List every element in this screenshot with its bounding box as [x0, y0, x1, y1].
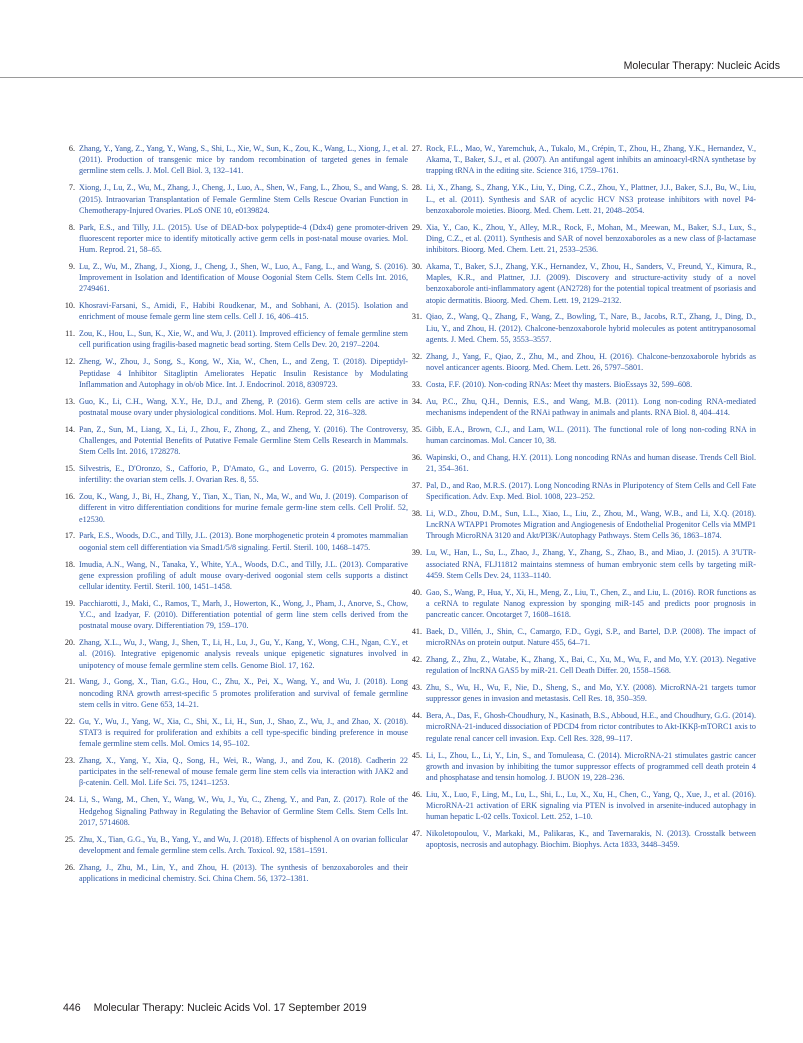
reference-text[interactable]: Zhu, X., Tian, G.G., Yu, B., Yang, Y., and Wu, J. (2018). Effects of bisphenol A on ovarian follicular development and female germline stem cells. Arch. Toxicol. 92, 1581–1591. [79, 834, 408, 855]
reference-text[interactable]: Liu, X., Luo, F., Ling, M., Lu, L., Shi, L., Lu, X., Xu, H., Chen, C., Yang, Q., Xue, J., et al. (2016). MicroRNA-21 activation of ERK signaling via PTEN is involved in arsenite-induced autophagy in human hepatic L-02 cells. Toxicol. Lett. 252, 1–10. [426, 789, 756, 822]
reference-text[interactable]: Zou, K., Wang, J., Bi, H., Zhang, Y., Tian, X., Tian, N., Ma, W., and Wu, J. (2019). Comparison of different in vitro differentiation conditions for murine female germ-line stem cells. Cell Prolif. 52, e12530. [79, 492, 408, 524]
reference-text[interactable]: Li, X., Zhang, S., Zhang, Y.K., Liu, Y., Ding, C.Z., Zhou, Y., Plattner, J.J., Baker, S.J., Bu, W., Liu, L., et al. (2011). Synthesis and SAR of acyclic HCV NS3 protease inhibitors with novel P4-benzoxaborole moieties. Bioorg. Med. Chem. Lett. 21, 2048–2054. [426, 183, 756, 215]
reference-number: 23. [64, 756, 75, 766]
reference-item[interactable] [63, 396, 408, 418]
reference-item[interactable] [63, 182, 408, 216]
reference-text[interactable]: Nikoletopoulou, V., Markaki, M., Palikaras, K., and Tavernarakis, N. (2013). Crosstalk between apoptosis, necrosis and autophagy. Biochim. Biophys. Acta 1833, 3448–3459. [426, 829, 756, 850]
reference-text[interactable]: Zhu, S., Wu, H., Wu, F., Nie, D., Sheng, S., and Mo, Y.Y. (2008). MicroRNA-21 targets tumor suppressor genes in invasion and metastasis. Cell Res. 18, 350–359. [426, 683, 756, 704]
reference-text[interactable]: Gu, Y., Wu, J., Yang, W., Xia, C., Shi, X., Li, H., Sun, J., Shao, Z., Wu, J., and Zhao, X. (2018). STAT3 is required for proliferation and exhibits a cell type-specific binding preference in mouse female germline stem cells. Mol. Omics 14, 95–102. [79, 716, 408, 749]
reference-item[interactable] [63, 755, 408, 789]
reference-text[interactable]: Guo, K., Li, C.H., Wang, X.Y., He, D.J., and Zheng, P. (2016). Germ stem cells are active in postnatal mouse ovary under physiological conditions. Mol. Hum. Reprod. 22, 316–328. [79, 396, 408, 417]
references-right-column [410, 143, 756, 856]
reference-item[interactable] [63, 716, 408, 750]
reference-item[interactable] [410, 261, 756, 306]
reference-text[interactable]: Pacchiarotti, J., Maki, C., Ramos, T., Marh, J., Howerton, K., Wong, J., Pham, J., Anorve, S., Chow, Y.C., and Izadyar, F. (2010). Differentiation potential of germ line stem cells derived from the postnatal mouse ovary. Differentiation 79, 159–170. [79, 598, 408, 631]
reference-text[interactable]: Zheng, W., Zhou, J., Song, S., Kong, W., Xia, W., Chen, L., and Zeng, T. (2018). Dipeptidyl-Peptidase 4 Inhibitor Sitagliptin Ameliorates Hepatic Insulin Resistance by Modulating Inflammation and Autophagy in ob/ob Mice. Int. J. Endocrinol. 2018, 8309723. [79, 357, 408, 389]
reference-number: 26. [64, 862, 75, 872]
reference-number: 21. [64, 677, 75, 687]
reference-number: 47. [411, 829, 422, 839]
reference-number: 33. [411, 379, 422, 389]
reference-item[interactable] [410, 789, 756, 823]
reference-text[interactable]: Zhang, Y., Yang, Z., Yang, Y., Wang, S., Shi, L., Xie, W., Sun, K., Zou, K., Wang, L., Xiong, J., et al. (2011). Production of transgenic mice by random recombination of targeted genes in female germline stem cells. J. Mol. Cell Biol. 3, 132–141. [79, 144, 408, 176]
reference-text[interactable]: Gibb, E.A., Brown, C.J., and Lam, W.L. (2011). The functional role of long non-coding RNA in human carcinomas. Mol. Cancer 10, 38. [426, 424, 756, 445]
reference-text[interactable]: Xia, Y., Cao, K., Zhou, Y., Alley, M.R., Rock, F., Mohan, M., Meewan, M., Baker, S.J., Lux, S., Ding, C.Z., et al. (2011). Synthesis and SAR of novel benzoxaboroles as a new class of β-lactamase inhibitors. Bioorg. Med. Chem. Lett. 21, 2533–2536. [426, 222, 756, 254]
reference-number: 9. [68, 261, 75, 271]
page-number: 446 [63, 1002, 81, 1014]
reference-text[interactable]: Imudia, A.N., Wang, N., Tanaka, Y., White, Y.A., Woods, D.C., and Tilly, J.L. (2013). Comparative gene expression profiling of adult mouse ovary-derived oogonial stem cells supports a distinct cellular identity. Fertil. Steril. 100, 1451–1458. [79, 559, 408, 591]
reference-item[interactable] [410, 222, 756, 256]
reference-item[interactable] [410, 828, 756, 850]
reference-item[interactable] [63, 559, 408, 593]
reference-number: 29. [411, 222, 422, 232]
reference-text[interactable]: Li, W.D., Zhou, D.M., Sun, L.L., Xiao, L., Liu, Z., Zhou, M., Wang, W.B., and Li, X.Q. (2018). LncRNA WTAPP1 Promotes Migration and Angiogenesis of Endothelial Progenitor Cells via MMP1 Through MicroRNA 3120 and Akt/PI3K/Autophagy Pathways. Stem Cells 36, 1863–1874. [426, 509, 756, 541]
reference-text[interactable]: Au, P.C., Zhu, Q.H., Dennis, E.S., and Wang, M.B. (2011). Long non-coding RNA-mediated mechanisms independent of the RNAi pathway in animals and plants. RNA Biol. 8, 404–414. [426, 396, 756, 417]
reference-number: 44. [411, 711, 422, 721]
header-rule [0, 77, 803, 78]
reference-number: 32. [411, 351, 422, 361]
reference-item[interactable] [410, 587, 756, 621]
reference-text[interactable]: Park, E.S., and Tilly, J.L. (2015). Use of DEAD-box polypeptide-4 (Ddx4) gene promoter-driven fluorescent reporter mice to identify mitotically active germ cells in post-natal mouse ovaries. Mol. Hum. Reprod. 21, 58–65. [79, 222, 408, 254]
reference-item[interactable] [63, 261, 408, 295]
reference-number: 27. [411, 144, 422, 153]
journal-header: Molecular Therapy: Nucleic Acids [623, 60, 780, 72]
reference-item[interactable] [63, 676, 408, 710]
reference-item[interactable] [410, 396, 756, 418]
reference-item[interactable] [410, 682, 756, 704]
reference-text[interactable]: Wang, J., Gong, X., Tian, G.G., Hou, C., Zhu, X., Pei, X., Wang, Y., and Wu, J. (2018). Long noncoding RNA growth arrest-specific 5 promotes proliferation and survival of female germline stem cells in vitro. Gene 653, 14–21. [79, 677, 408, 709]
reference-text[interactable]: Qiao, Z., Wang, Q., Zhang, F., Wang, Z., Bowling, T., Nare, B., Jacobs, R.T., Zhang, J., Ding, D., Liu, Y., and Zhou, H. (2012). Chalcone-benzoxaborole hybrid molecules as potent antitrypanosomal agents. J. Med. Chem. 55, 3553–3557. [426, 312, 756, 344]
reference-item[interactable] [410, 750, 756, 784]
page-footer [63, 1002, 367, 1014]
reference-text[interactable]: Zhang, J., Zhu, M., Lin, Y., and Zhou, H. (2013). The synthesis of benzoxaboroles and their applications in medicinal chemistry. Sci. China Chem. 56, 1372–1381. [79, 862, 408, 883]
references-left-column [63, 143, 408, 890]
reference-number: 13. [64, 396, 75, 406]
reference-text[interactable]: Zhang, Z., Zhu, Z., Watabe, K., Zhang, X., Bai, C., Xu, M., Wu, F., and Mo, Y.Y. (2013). Negative regulation of lncRNA GAS5 by miR-21. Cell Death Differ. 20, 1558–1568. [426, 655, 756, 676]
reference-number: 46. [411, 789, 422, 799]
reference-item[interactable] [410, 182, 756, 216]
reference-item[interactable] [63, 300, 408, 322]
reference-number: 30. [411, 261, 422, 271]
reference-item[interactable] [63, 463, 408, 485]
reference-number: 22. [64, 716, 75, 726]
reference-item[interactable] [410, 379, 756, 390]
reference-number: 19. [64, 598, 75, 608]
reference-number: 14. [64, 424, 75, 434]
reference-item[interactable] [410, 480, 756, 502]
reference-number: 7. [68, 183, 75, 193]
reference-number: 31. [411, 312, 422, 322]
reference-text[interactable]: Wapinski, O., and Chang, H.Y. (2011). Long noncoding RNAs and human disease. Trends Cell Biol. 21, 354–361. [426, 452, 756, 474]
reference-text[interactable]: Costa, F.F. (2010). Non-coding RNAs: Meet thy masters. BioEssays 32, 599–608. [426, 379, 693, 389]
reference-item[interactable] [410, 654, 756, 676]
reference-number: 45. [411, 750, 422, 760]
reference-item[interactable] [410, 424, 756, 446]
reference-item[interactable] [410, 626, 756, 648]
reference-number: 25. [64, 834, 75, 844]
reference-item[interactable] [410, 351, 756, 373]
reference-number: 20. [64, 638, 75, 648]
reference-text[interactable]: Li, L., Zhou, L., Li, Y., Lin, S., and Tomuleasa, C. (2014). MicroRNA-21 stimulates gastric cancer growth and invasion by inhibiting the tumor suppressor effects of programmed cell death protein 4 and phosphatase and tensin homolog. J. BUON 19, 228–236. [426, 750, 756, 782]
reference-number: 39. [411, 548, 422, 558]
reference-item[interactable] [63, 424, 408, 458]
reference-item[interactable] [410, 710, 756, 744]
reference-number: 36. [411, 452, 422, 462]
reference-text[interactable]: Bera, A., Das, F., Ghosh-Choudhury, N., Kasinath, B.S., Abboud, H.E., and Choudhury, G.G. (2014). microRNA-21-induced dissociation of PDCD4 from rictor contributes to Akt-IKKβ-mTORC1 axis to regulate renal cancer cell invasion. Exp. Cell Res. 328, 99–117. [426, 711, 756, 743]
reference-number: 6. [68, 144, 75, 153]
reference-number: 10. [64, 301, 75, 311]
reference-number: 8. [68, 222, 75, 232]
reference-item[interactable] [63, 143, 408, 177]
reference-number: 37. [411, 480, 422, 490]
reference-number: 35. [411, 424, 422, 434]
reference-item[interactable] [410, 311, 756, 345]
reference-text[interactable]: Pal, D., and Rao, M.R.S. (2017). Long Noncoding RNAs in Pluripotency of Stem Cells and Cell Fate Specification. Adv. Exp. Med. Biol. 1008, 223–252. [426, 480, 756, 502]
reference-text[interactable]: Park, E.S., Woods, D.C., and Tilly, J.L. (2013). Bone morphogenetic protein 4 promotes mammalian oogonial stem cell differentiation via Smad1/5/8 signaling. Fertil. Steril. 100, 1468–1475. [79, 531, 408, 552]
reference-number: 24. [64, 795, 75, 805]
reference-text[interactable]: Lu, W., Han, L., Su, L., Zhao, J., Zhang, Y., Zhang, S., Zhao, B., and Miao, J. (2015). A 3'UTR-associated RNA, FLJ11812 maintains stemness of human embryonic stem cells by targeting miR-4459. Stem Cells Dev. 24, 1133–1140. [426, 548, 756, 580]
reference-text[interactable]: Pan, Z., Sun, M., Liang, X., Li, J., Zhou, F., Zhong, Z., and Zheng, Y. (2016). The Controversy, Challenges, and Potential Benefits of Putative Female Germline Stem Cells Research in Mammals. Stem Cells Int. 2016, 1728278. [79, 424, 408, 457]
reference-item[interactable] [410, 143, 756, 177]
reference-number: 38. [411, 509, 422, 519]
reference-item[interactable] [63, 834, 408, 856]
reference-text[interactable]: Rock, F.L., Mao, W., Yaremchuk, A., Tukalo, M., Crépin, T., Zhou, H., Zhang, Y.K., Hernandez, V., Akama, T., Baker, S.J., et al. (2007). An antifungal agent inhibits an aminoacyl-tRNA synthetase by trapping tRNA in the editing site. Science 316, 1759–1761. [426, 144, 756, 176]
reference-text[interactable]: Zhang, X.L., Wu, J., Wang, J., Shen, T., Li, H., Lu, J., Gu, Y., Kang, Y., Wong, C.H., Ngan, C.Y., et al. (2016). Integrative epigenomic analysis reveals unique epigenetic signatures involved in unipotency of mouse female germline stem cells. Genome Biol. 17, 162. [79, 638, 408, 670]
reference-item[interactable] [63, 222, 408, 256]
reference-text[interactable]: Silvestris, E., D'Oronzo, S., Cafforio, P., D'Amato, G., and Loverro, G. (2015). Perspective in infertility: the ovarian stem cells. J. Ovarian Res. 8, 55. [79, 464, 408, 485]
footer-citation: Molecular Therapy: Nucleic Acids Vol. 17 September 2019 [93, 1002, 367, 1014]
reference-number: 34. [411, 396, 422, 406]
reference-number: 15. [64, 464, 75, 474]
reference-number: 40. [411, 587, 422, 597]
reference-item[interactable] [410, 547, 756, 581]
reference-item[interactable] [63, 530, 408, 552]
reference-item[interactable] [63, 862, 408, 884]
reference-text[interactable]: Zhang, X., Yang, Y., Xia, Q., Song, H., Wei, R., Wang, J., and Zou, K. (2018). Cadherin 22 participates in the self-renewal of mouse female germ line stem cells via interaction with JAK2 and β-catenin. Cell. Mol. Life Sci. 75, 1241–1253. [79, 756, 408, 788]
reference-text[interactable]: Xiong, J., Lu, Z., Wu, M., Zhang, J., Cheng, J., Luo, A., Shen, W., Fang, L., Zhou, S., and Wang, S. (2015). Intraovarian Transplantation of Female Germline Stem Cells Rescue Ovarian Function in Chemotherapy-Injured Ovaries. PLoS ONE 10, e0139824. [79, 183, 408, 215]
reference-number: 16. [64, 492, 75, 502]
reference-text[interactable]: Gao, S., Wang, P., Hua, Y., Xi, H., Meng, Z., Liu, T., Chen, Z., and Liu, L. (2016). ROR functions as a ceRNA to regulate Nanog expression by sponging miR-145 and predicts poor prognosis in pancreatic cancer. Oncotarget 7, 1608–1618. [426, 587, 756, 620]
reference-text[interactable]: Akama, T., Baker, S.J., Zhang, Y.K., Hernandez, V., Zhou, H., Sanders, V., Freund, Y., Kimura, R., Maples, K.R., and Plattner, J.J. (2009). Discovery and structure-activity study of a novel benzoxaborole anti-inflammatory agent (AN2728) for the potential topical treatment of psoriasis and atopic dermatitis. Bioorg. Med. Chem. Lett. 19, 2129–2132. [426, 261, 756, 305]
reference-text[interactable]: Khosravi-Farsani, S., Amidi, F., Habibi Roudkenar, M., and Sobhani, A. (2015). Isolation and enrichment of mouse female germ line stem cells. Cell J. 16, 406–415. [79, 301, 408, 322]
reference-number: 11. [65, 329, 75, 339]
reference-item[interactable] [63, 637, 408, 671]
reference-text[interactable]: Li, S., Wang, M., Chen, Y., Wang, W., Wu, J., Yu, C., Zheng, Y., and Pan, Z. (2017). Role of the Hedgehog Signaling Pathway in Regulating the Behavior of Germline Stem Cells. Stem Cells Int. 2017, 5714608. [79, 795, 408, 827]
reference-number: 43. [411, 683, 422, 693]
reference-item[interactable] [63, 328, 408, 350]
reference-number: 42. [411, 655, 422, 665]
reference-number: 17. [64, 531, 75, 541]
reference-number: 28. [411, 183, 422, 193]
reference-item[interactable] [63, 356, 408, 390]
reference-item[interactable] [63, 491, 408, 525]
reference-number: 18. [64, 559, 75, 569]
reference-item[interactable] [410, 508, 756, 542]
reference-text[interactable]: Zou, K., Hou, L., Sun, K., Xie, W., and Wu, J. (2011). Improved efficiency of female germline stem cell purification using fragilis-based magnetic bead sorting. Stem Cells Dev. 20, 2197–2204. [79, 329, 408, 350]
reference-text[interactable]: Lu, Z., Wu, M., Zhang, J., Xiong, J., Cheng, J., Shen, W., Luo, A., Fang, L., and Wang, S. (2016). Improvement in Isolation and Identification of Mouse Oogonial Stem Cells. Stem Cells Int. 2016, 2749461. [79, 261, 408, 294]
reference-number: 12. [64, 357, 75, 367]
reference-item[interactable] [63, 598, 408, 632]
reference-text[interactable]: Baek, D., Villén, J., Shin, C., Camargo, F.D., Gygi, S.P., and Bartel, D.P. (2008). The impact of microRNAs on protein output. Nature 455, 64–71. [426, 626, 756, 648]
reference-number: 41. [411, 626, 422, 636]
reference-item[interactable] [63, 794, 408, 828]
reference-item[interactable] [410, 452, 756, 474]
reference-text[interactable]: Zhang, J., Yang, F., Qiao, Z., Zhu, M., and Zhou, H. (2016). Chalcone-benzoxaborole hybrids as novel anticancer agents. Bioorg. Med. Chem. Lett. 26, 5797–5801. [426, 351, 756, 372]
